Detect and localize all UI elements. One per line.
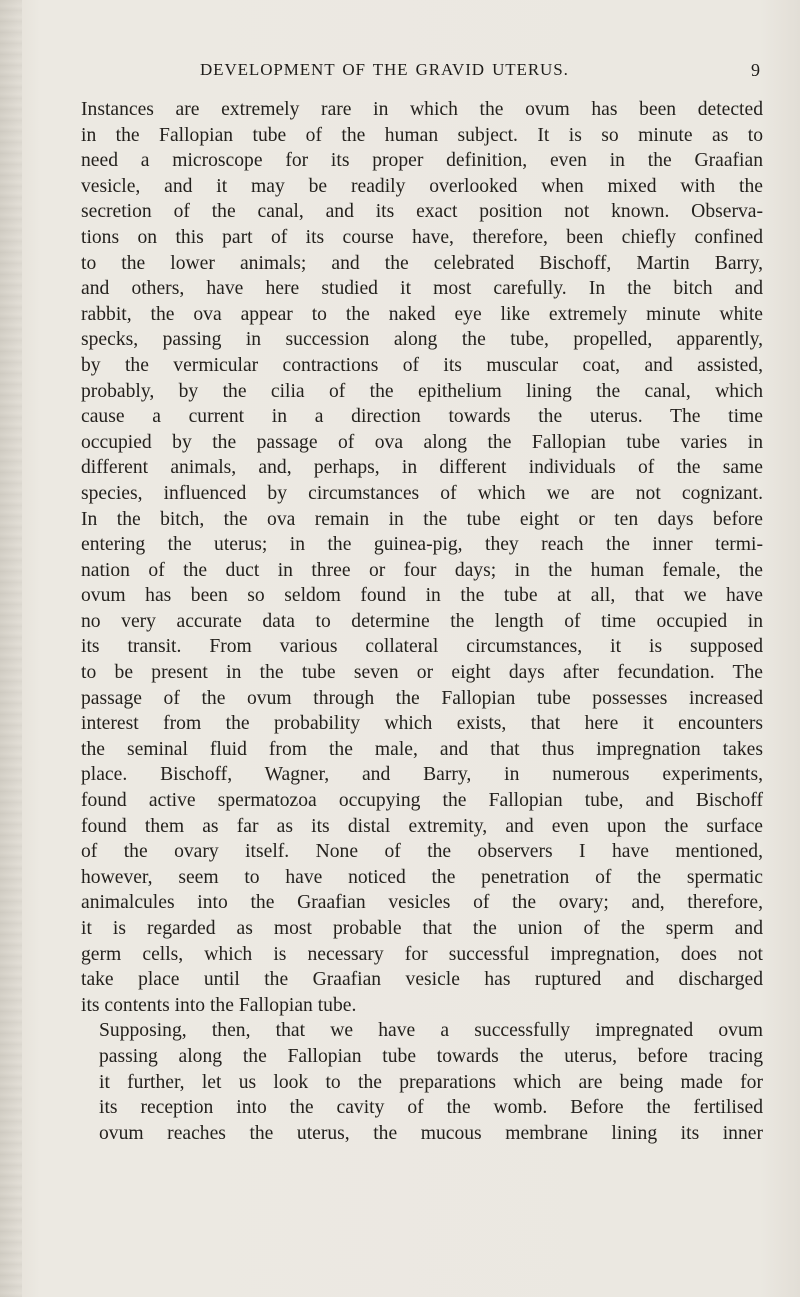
text-line: interest from the probability which exists, that here it encounters — [81, 713, 763, 735]
text-line: passage of the ovum through the Fallopian tube possesses increased — [81, 687, 763, 709]
text-line: germ cells, which is necessary for successful impregnation, does not — [81, 943, 763, 965]
text-line: rabbit, the ova appear to the naked eye like extremely minute white — [81, 303, 763, 325]
text-line: found active spermatozoa occupying the Fallopian tube, and Bischoff — [81, 790, 763, 812]
text-line: to be present in the tube seven or eight days after fecundation. The — [81, 662, 763, 684]
text-line: its transit. From various collateral circumstances, it is supposed — [81, 636, 763, 658]
text-line: of the ovary itself. None of the observers I have mentioned, — [81, 841, 763, 863]
text-line: however, seem to have noticed the penetration of the spermatic — [81, 866, 763, 888]
text-line: vesicle, and it may be readily overlooked when mixed with the — [81, 175, 763, 197]
paragraph-2 — [81, 1018, 763, 1146]
text-line: different animals, and, perhaps, in different individuals of the same — [81, 457, 763, 479]
text-line: its contents into the Fallopian tube. — [81, 994, 357, 1016]
binding-gutter — [0, 0, 22, 1297]
text-line: its reception into the cavity of the womb. Before the fertilised — [99, 1097, 763, 1119]
text-line: cause a current in a direction towards the uterus. The time — [81, 406, 763, 428]
text-line: animalcules into the Graafian vesicles of the ovary; and, therefore, — [81, 892, 763, 914]
text-line: probably, by the cilia of the epithelium lining the canal, which — [81, 380, 763, 402]
text-line: the seminal fluid from the male, and that thus impregnation takes — [81, 738, 763, 760]
body-text — [81, 97, 763, 1146]
page-number: 9 — [751, 60, 760, 80]
running-title: DEVELOPMENT OF THE GRAVID UTERUS. — [200, 60, 569, 79]
text-line: Instances are extremely rare in which the ovum has been detected — [81, 99, 763, 120]
running-head — [200, 60, 760, 84]
text-line: passing along the Fallopian tube towards the uterus, before tracing — [99, 1045, 763, 1067]
paragraph-1 — [81, 97, 763, 1018]
text-line: to the lower animals; and the celebrated Bischoff, Martin Barry, — [81, 252, 763, 274]
text-line: In the bitch, the ova remain in the tube eight or ten days before — [81, 508, 763, 530]
text-line: by the vermicular contractions of its muscular coat, and assisted, — [81, 354, 763, 376]
text-line: secretion of the canal, and its exact position not known. Observa- — [81, 201, 763, 223]
text-line: Supposing, then, that we have a successfully impregnated ovum — [99, 1020, 763, 1042]
text-line: it is regarded as most probable that the union of the sperm and — [81, 918, 763, 939]
text-line: nation of the duct in three or four days; in the human female, the — [81, 559, 763, 581]
text-line: place. Bischoff, Wagner, and Barry, in numerous experiments, — [81, 764, 763, 786]
text-line: found them as far as its distal extremity, and even upon the surface — [81, 815, 763, 837]
text-line: no very accurate data to determine the length of time occupied in — [81, 610, 763, 632]
text-line: take place until the Graafian vesicle has ruptured and discharged — [81, 969, 763, 991]
text-line: in the Fallopian tube of the human subject. It is so minute as to — [81, 124, 763, 146]
text-line: ovum reaches the uterus, the mucous membrane lining its inner — [99, 1122, 763, 1144]
text-line: specks, passing in succession along the tube, propelled, apparently, — [81, 329, 763, 351]
text-line: entering the uterus; in the guinea-pig, they reach the inner termi- — [81, 534, 763, 556]
text-line: ovum has been so seldom found in the tube at all, that we have — [81, 585, 763, 607]
text-line: occupied by the passage of ova along the Fallopian tube varies in — [81, 431, 763, 453]
text-line: need a microscope for its proper definition, even in the Graafian — [81, 150, 763, 172]
text-line: it further, let us look to the preparations which are being made for — [99, 1071, 763, 1093]
text-line: tions on this part of its course have, therefore, been chiefly confined — [81, 226, 763, 248]
text-line: species, influenced by circumstances of which we are not cognizant. — [81, 482, 763, 504]
text-line: and others, have here studied it most carefully. In the bitch and — [81, 278, 763, 300]
